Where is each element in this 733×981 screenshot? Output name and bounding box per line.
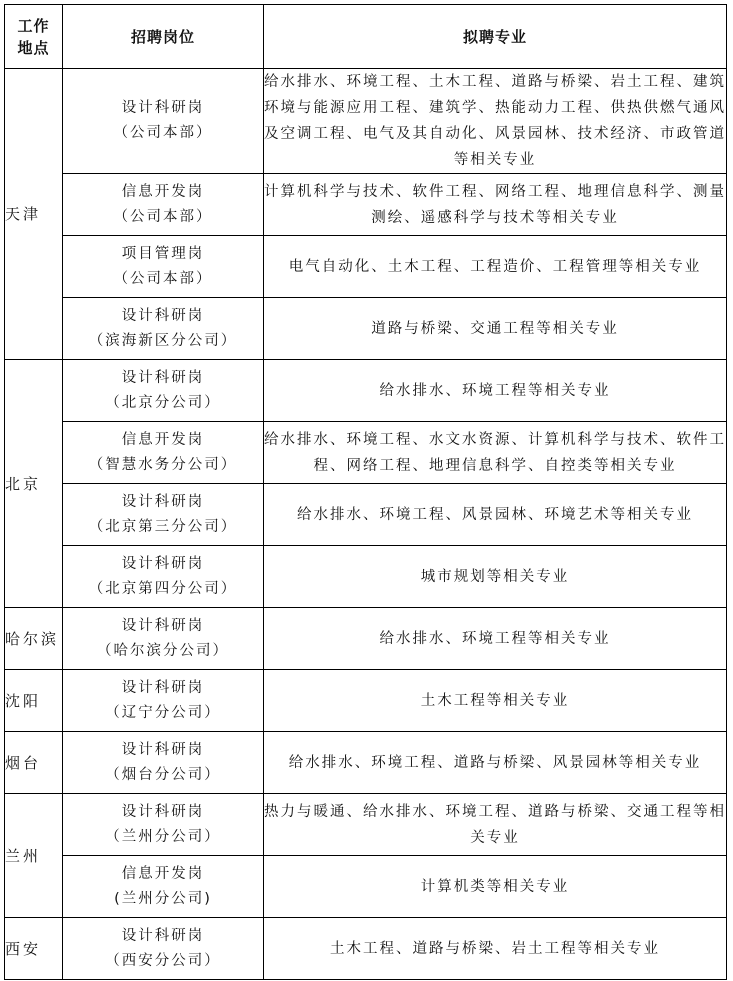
- major-cell: 土木工程等相关专业: [264, 670, 727, 732]
- position-cell: [63, 794, 264, 856]
- major-cell: 给水排水、环境工程、土木工程、道路与桥梁、岩土工程、建筑环境与能源应用工程、建筑学、热能动力工程、供热供燃气通风及空调工程、电气及其自动化、风景园林、技术经济、市政管道等相关专业: [264, 69, 727, 174]
- header-position: 招聘岗位: [63, 5, 264, 69]
- position-unit: (兰州分公司): [114, 890, 212, 907]
- position-title: 设计科研岗: [121, 493, 205, 510]
- position-title: 设计科研岗: [121, 307, 205, 324]
- position-unit: （北京第四分公司）: [88, 580, 238, 597]
- major-cell: 给水排水、环境工程、道路与桥梁、风景园林等相关专业: [264, 732, 727, 794]
- table-row: [5, 484, 727, 546]
- location-cell: 天津: [5, 69, 63, 360]
- position-cell: [63, 484, 264, 546]
- position-title: 设计科研岗: [121, 741, 205, 758]
- header-row: [5, 5, 727, 69]
- location-cell: 哈尔滨: [5, 608, 63, 670]
- location-cell: 沈阳: [5, 670, 63, 732]
- position-title: 信息开发岗: [121, 183, 205, 200]
- position-unit: （烟台分公司）: [105, 766, 221, 783]
- position-unit: （智慧水务分公司）: [88, 456, 238, 473]
- major-cell: 给水排水、环境工程等相关专业: [264, 360, 727, 422]
- table-row: [5, 918, 727, 980]
- position-unit: （辽宁分公司）: [105, 704, 221, 721]
- table-row: [5, 69, 727, 174]
- position-cell: [63, 608, 264, 670]
- position-unit: （兰州分公司）: [105, 828, 221, 845]
- table-row: [5, 670, 727, 732]
- table-row: [5, 174, 727, 236]
- header-location-line1: 工作: [17, 16, 50, 35]
- position-cell: [63, 360, 264, 422]
- location-cell: 烟台: [5, 732, 63, 794]
- location-cell: 兰州: [5, 794, 63, 918]
- table-row: [5, 794, 727, 856]
- position-cell: [63, 298, 264, 360]
- table-row: [5, 732, 727, 794]
- position-title: 项目管理岗: [121, 245, 205, 262]
- position-cell: [63, 732, 264, 794]
- table-row: [5, 422, 727, 484]
- position-unit: （公司本部）: [113, 270, 213, 287]
- major-cell: 给水排水、环境工程、风景园林、环境艺术等相关专业: [264, 484, 727, 546]
- position-title: 设计科研岗: [121, 369, 205, 386]
- major-cell: 热力与暖通、给水排水、环境工程、道路与桥梁、交通工程等相关专业: [264, 794, 727, 856]
- position-cell: [63, 918, 264, 980]
- position-cell: [63, 546, 264, 608]
- major-cell: 给水排水、环境工程、水文水资源、计算机科学与技术、软件工程、网络工程、地理信息科学、自控类等相关专业: [264, 422, 727, 484]
- position-cell: [63, 856, 264, 918]
- position-cell: [63, 174, 264, 236]
- position-cell: [63, 69, 264, 174]
- position-unit: （北京第三分公司）: [88, 518, 238, 535]
- recruitment-table: [4, 4, 727, 980]
- header-location-line2: 地点: [17, 38, 50, 57]
- major-cell: 计算机科学与技术、软件工程、网络工程、地理信息科学、测量测绘、遥感科学与技术等相关专业: [264, 174, 727, 236]
- table-row: [5, 236, 727, 298]
- position-unit: （滨海新区分公司）: [88, 332, 238, 349]
- position-title: 设计科研岗: [121, 679, 205, 696]
- position-unit: （公司本部）: [113, 125, 213, 141]
- position-title: 设计科研岗: [121, 617, 205, 634]
- table-row: [5, 360, 727, 422]
- major-cell: 城市规划等相关专业: [264, 546, 727, 608]
- position-title: 设计科研岗: [121, 927, 205, 944]
- major-cell: 电气自动化、土木工程、工程造价、工程管理等相关专业: [264, 236, 727, 298]
- location-cell: 西安: [5, 918, 63, 980]
- header-major: 拟聘专业: [264, 5, 727, 69]
- position-cell: [63, 670, 264, 732]
- table-row: [5, 546, 727, 608]
- position-cell: [63, 422, 264, 484]
- position-title: 信息开发岗: [121, 431, 205, 448]
- location-cell: 北京: [5, 360, 63, 608]
- position-title: 设计科研岗: [121, 803, 205, 820]
- position-title: 设计科研岗: [121, 100, 205, 116]
- table-row: [5, 608, 727, 670]
- position-unit: （西安分公司）: [105, 952, 221, 969]
- position-cell: [63, 236, 264, 298]
- major-cell: 给水排水、环境工程等相关专业: [264, 608, 727, 670]
- position-unit: （北京分公司）: [105, 394, 221, 411]
- header-location: [5, 5, 63, 69]
- table-row: [5, 856, 727, 918]
- position-unit: （公司本部）: [113, 208, 213, 225]
- major-cell: 道路与桥梁、交通工程等相关专业: [264, 298, 727, 360]
- major-cell: 土木工程、道路与桥梁、岩土工程等相关专业: [264, 918, 727, 980]
- position-title: 信息开发岗: [121, 865, 205, 882]
- position-unit: （哈尔滨分公司）: [97, 642, 229, 659]
- position-title: 设计科研岗: [121, 555, 205, 572]
- table-row: [5, 298, 727, 360]
- major-cell: 计算机类等相关专业: [264, 856, 727, 918]
